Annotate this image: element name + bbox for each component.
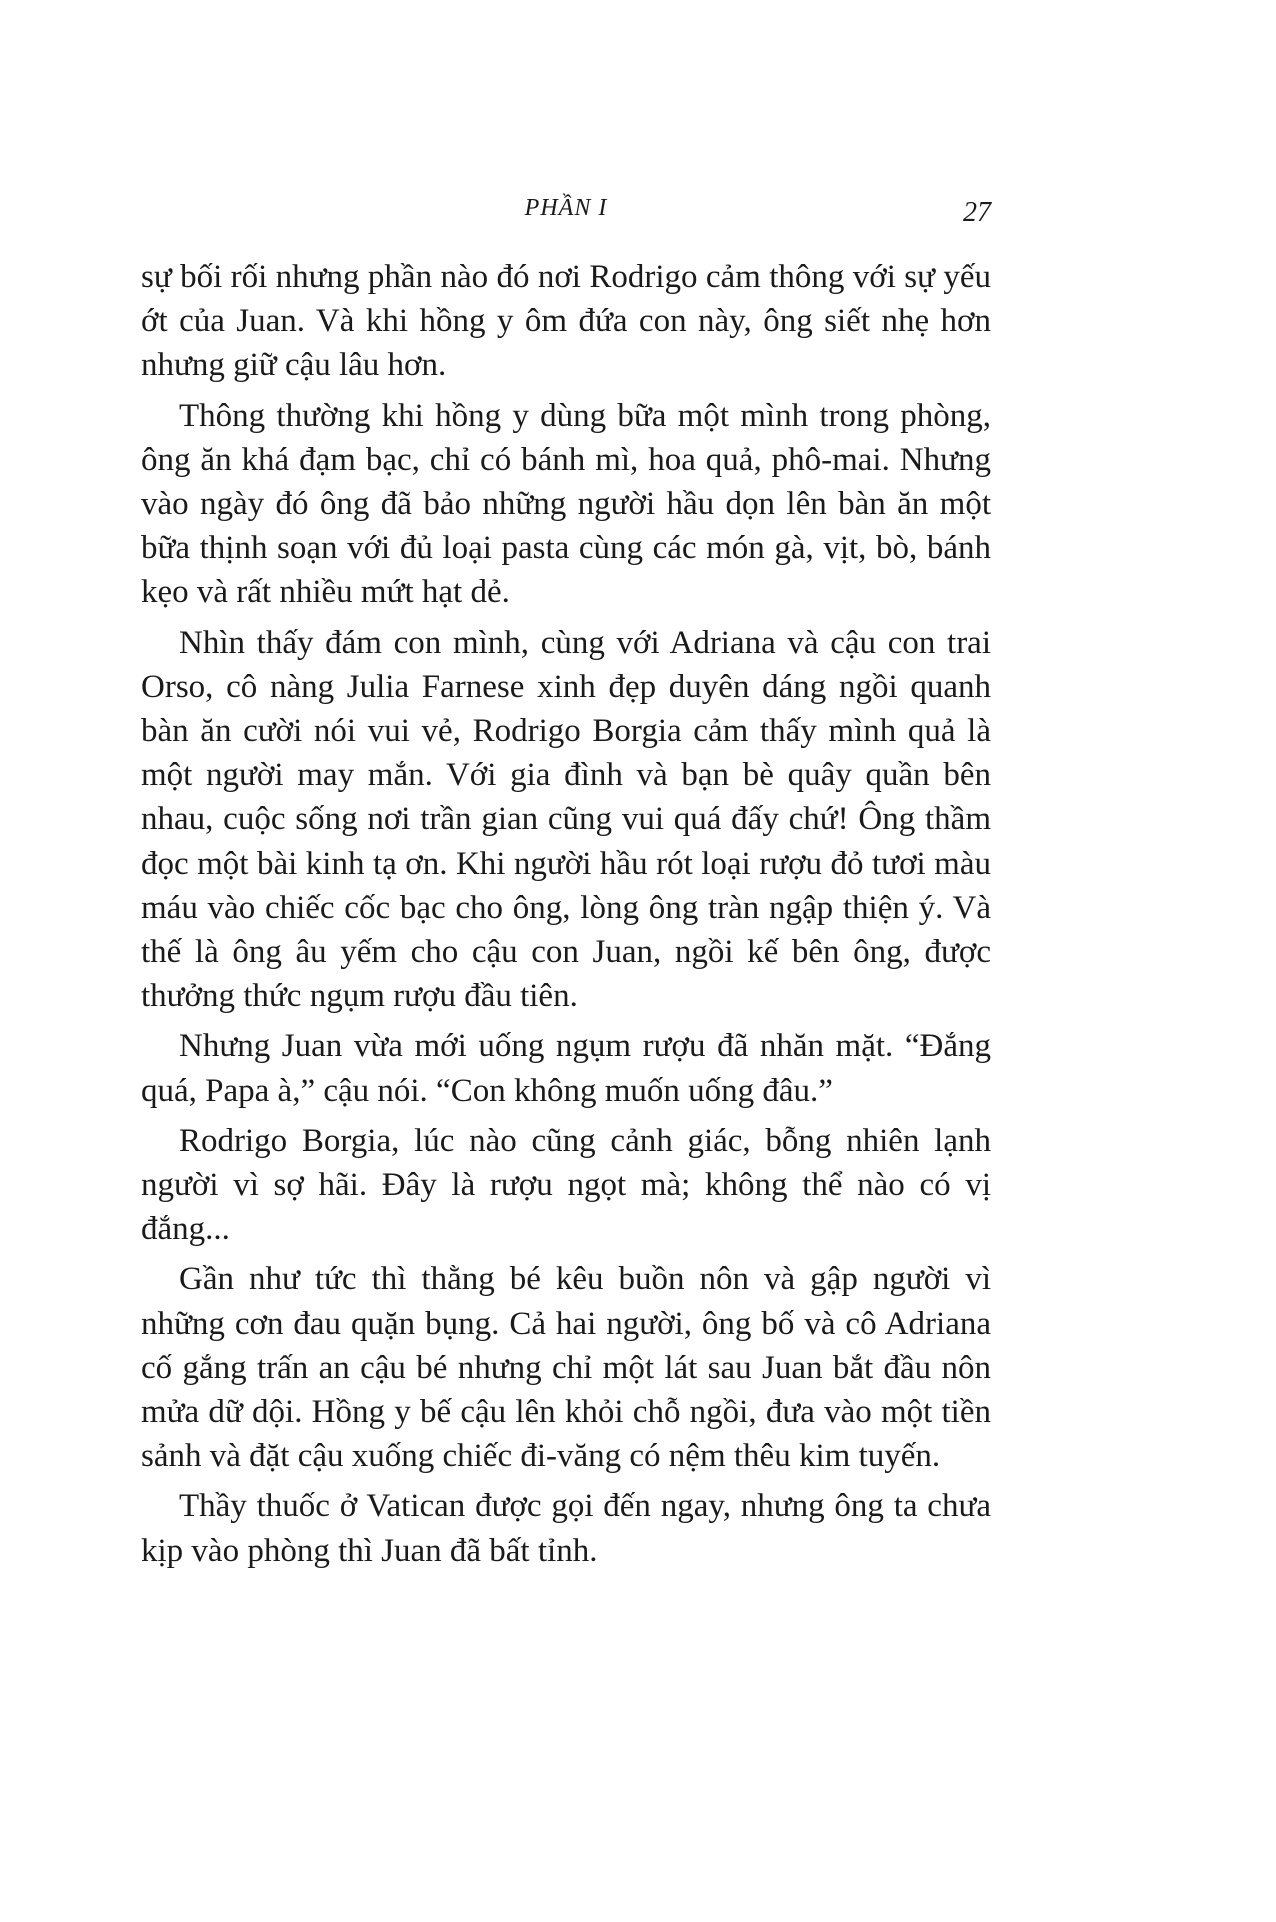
- paragraph: sự bối rối nhưng phần nào đó nơi Rodrigo cảm thông với sự yếu ớt của Juan. Và khi hồng y ôm đứa con này, ông siết nhẹ hơn nhưng giữ cậu lâu hơn.: [141, 259, 991, 384]
- page-number: 27: [963, 197, 991, 228]
- paragraph: Gần như tức thì thằng bé kêu buồn nôn và gập người vì những cơn đau quặn bụng. Cả hai người, ông bố và cô Adriana cố gắng trấn an cậu bé nhưng chỉ một lát sau Juan bắt đầu nôn mửa dữ dội. Hồng y bế cậu lên khỏi chỗ ngồi, đưa vào một tiền sảnh và đặt cậu xuống chiếc đi-văng có nệm thêu kim tuyến.: [141, 1261, 991, 1475]
- body-text: [141, 255, 991, 1579]
- paragraph: Nhưng Juan vừa mới uống ngụm rượu đã nhăn mặt. “Đắng quá, Papa à,” cậu nói. “Con không muốn uống đâu.”: [141, 1028, 991, 1109]
- paragraph: Thầy thuốc ở Vatican được gọi đến ngay, nhưng ông ta chưa kịp vào phòng thì Juan đã bất tỉnh.: [141, 1488, 991, 1569]
- paragraph: Rodrigo Borgia, lúc nào cũng cảnh giác, bỗng nhiên lạnh người vì sợ hãi. Đây là rượu ngọt mà; không thể nào có vị đắng...: [141, 1122, 991, 1248]
- running-head: [141, 195, 991, 235]
- section-title: PHẦN I: [524, 195, 608, 221]
- paragraph: Nhìn thấy đám con mình, cùng với Adriana và cậu con trai Orso, cô nàng Julia Farnese xinh đẹp duyên dáng ngồi quanh bàn ăn cười nói vui vẻ, Rodrigo Borgia cảm thấy mình quả là một người may mắn. Với gia đình và bạn bè quây quần bên nhau, cuộc sống nơi trần gian cũng vui quá đấy chứ! Ông thầm đọc một bài kinh tạ ơn. Khi người hầu rót loại rượu đỏ tươi màu máu vào chiếc cốc bạc cho ông, lòng ông tràn ngập thiện ý. Và thế là ông âu yếm cho cậu con Juan, ngồi kế bên ông, được thưởng thức ngụm rượu đầu tiên.: [141, 624, 991, 1015]
- paragraph: Thông thường khi hồng y dùng bữa một mình trong phòng, ông ăn khá đạm bạc, chỉ có bánh mì, hoa quả, phô-mai. Nhưng vào ngày đó ông đã bảo những người hầu dọn lên bàn ăn một bữa thịnh soạn với đủ loại pasta cùng các món gà, vịt, bò, bánh kẹo và rất nhiều mứt hạt dẻ.: [141, 397, 991, 611]
